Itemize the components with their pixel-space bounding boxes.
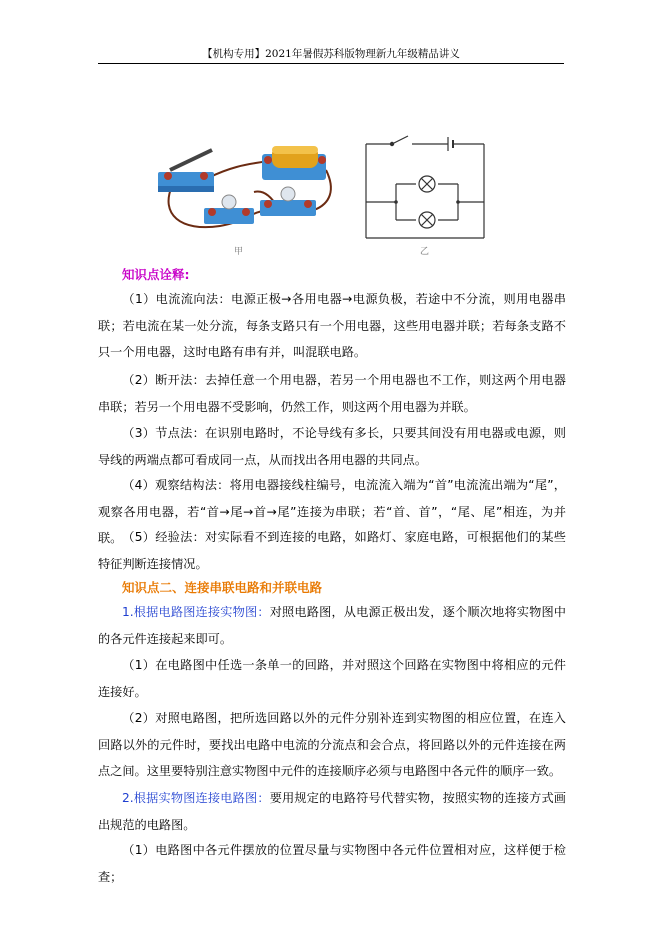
physical-circuit-figure [150, 134, 340, 240]
paragraph-disconnect-method: （2）断开法：去掉任意一个用电器，若另一个用电器也不工作，则这两个用电器串联；若另一个用电器不受影响，仍然工作，则这两个用电器为并联。 [98, 373, 566, 414]
paragraph-element-placement: （1）电路图中各元件摆放的位置尽量与实物图中各元件位置相对应，这样便于检查； [98, 843, 566, 884]
paragraph-diagram-to-physical: 1.根据电路图连接实物图：对照电路图，从电源正极出发，逐个顺次地将实物图中的各元件连接起来即可。 [98, 605, 566, 646]
paragraph-connect-remaining: （2）对照电路图，把所选回路以外的元件分别补连到实物图的相应位置，在连入回路以外的元件时，要找出电路中电流的分流点和会合点，将回路以外的元件连接在两点之间。这里要特别注意实物图中元件的连接顺序必须与电路图中各元件的顺序一致。 [98, 711, 566, 778]
paragraph-node-method: （3）节点法：在识别电路时，不论导线有多长，只要其间没有用电器或电源，则导线的两端点都可看成同一点，从而找出各用电器的共同点。 [98, 426, 566, 467]
paragraph-current-direction: （1）电流流向法：电源正极→各用电器→电源负极，若途中不分流，则用电器串联；若电流在某一处分流，每条支路只有一个用电器，这些用电器并联；若每条支路不只一个用电器，这时电路有串有并，叫混联电路。 [98, 292, 566, 359]
paragraph-experience-method: （5）经验法：对实际看不到连接的电路，如路灯、家庭电路，可根据他们的某些特征判断连接情况。 [98, 530, 566, 571]
section-title-notes: 知识点诠释: [122, 267, 190, 282]
paragraph-structure-method: （4）观察结构法：将用电器接线柱编号，电流流入端为“首”电流流出端为“尾”，观察各用电器，若“首→尾→首→尾”连接为串联；若“首、首”，“尾、尾”相连，为并联。 [98, 478, 566, 545]
header-rule [98, 63, 564, 64]
subheading-physical-to-diagram: 2.根据实物图连接电路图： [122, 791, 270, 805]
page-header: 【机构专用】2021年暑假苏科版物理新九年级精品讲义 [202, 48, 460, 60]
paragraph-select-loop: （1）在电路图中任选一条单一的回路，并对照这个回路在实物图中将相应的元件连接好。 [98, 658, 566, 699]
section-title-connect-circuits: 知识点二、连接串联电路和并联电路 [122, 580, 323, 595]
paragraph-physical-to-diagram: 2.根据实物图连接电路图：要用规定的电路符号代替实物，按照实物的连接方式画出规范的电路图。 [98, 791, 566, 832]
figure-caption-right: 乙 [420, 247, 430, 257]
figure-caption-left: 甲 [234, 247, 244, 257]
circuit-diagram-figure [360, 132, 490, 244]
subheading-diagram-to-physical: 1.根据电路图连接实物图： [122, 605, 270, 619]
